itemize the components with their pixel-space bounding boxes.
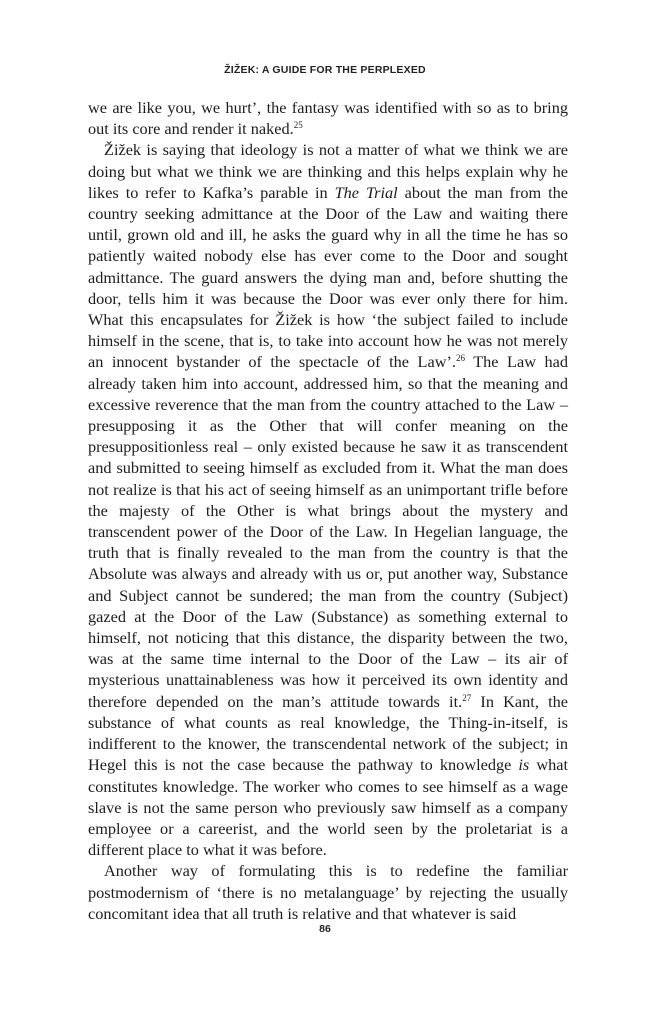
text-segment: what constitutes knowledge. The worker who comes to see himself as a wage slave is not the same person who previously saw himself as a company employee or a careerist, and the world seen by the proletariat is a different place to what it was before. xyxy=(88,755,568,860)
text-segment: In Kant, the substance of what counts as real knowledge, the Thing-in-itself, is indifferent to the knower, the transcendental network of the subject; in Hegel this is not the case because the pathway to knowledge xyxy=(88,691,568,775)
book-title: The Trial xyxy=(334,182,398,202)
footnote-ref: 27 xyxy=(462,692,472,703)
paragraph xyxy=(88,97,568,139)
text-segment: about the man from the country seeking admittance at the Door of the Law and waiting there until, grown old and ill, he asks the guard why in all the time he has so patiently waited nobody else has ever come to the Door and sought admittance. The guard answers the dying man and, before shutting the door, tells him it was because the Door was ever only there for him. What this encapsulates for Žižek is how ‘the subject failed to include himself in the scene, that is, to take into account how he was not merely an innocent bystander of the spectacle of the Law’. xyxy=(88,182,569,372)
emphasis: is xyxy=(518,755,530,775)
body-text xyxy=(88,97,568,924)
text-segment: Another way of formulating this is to redefine the familiar postmodernism of ‘there is no metalanguage’ by rejecting the usually concomitant idea that all truth is relative and that whatever is said xyxy=(88,861,568,923)
text-segment: we are like you, we hurt’, the fantasy was identified with so as to bring out its core and render it naked. xyxy=(88,98,568,139)
footnote-ref: 25 xyxy=(293,120,303,131)
running-head: ŽIŽEK: A GUIDE FOR THE PERPLEXED xyxy=(224,64,426,76)
page-number: 86 xyxy=(319,923,331,935)
footnote-ref: 26 xyxy=(455,353,465,364)
paragraph xyxy=(88,860,568,924)
text-segment: Žižek is saying that ideology is not a matter of what we think we are doing but what we think we are thinking and this helps explain why he likes to refer to Kafka’s parable in xyxy=(88,140,568,202)
text-segment: The Law had already taken him into account, addressed him, so that the meaning and excessive reverence that the man from the country attached to the Law – presupposing it as the Other that will confer meaning on the presuppositionless real – only existed because he saw it as transcendent and submitted to seeing himself as excluded from it. What the man does not realize is that his act of seeing himself as an unimportant trifle before the majesty of the Other is what brings about the mystery and transcendent power of the Door of the Law. In Hegelian language, the truth that is finally revealed to the man from the country is that the Absolute was always and already with us or, put another way, Substance and Subject cannot be sundered; the man from the country (Subject) gazed at the Door of the Law (Substance) as something external to himself, not noticing that this distance, the disparity between the two, was at the same time internal to the Door of the Law – its air of mysterious unattainableness was how it perceived its own identity and therefore depended on the man’s attitude towards it. xyxy=(88,352,568,711)
paragraph xyxy=(88,139,568,860)
